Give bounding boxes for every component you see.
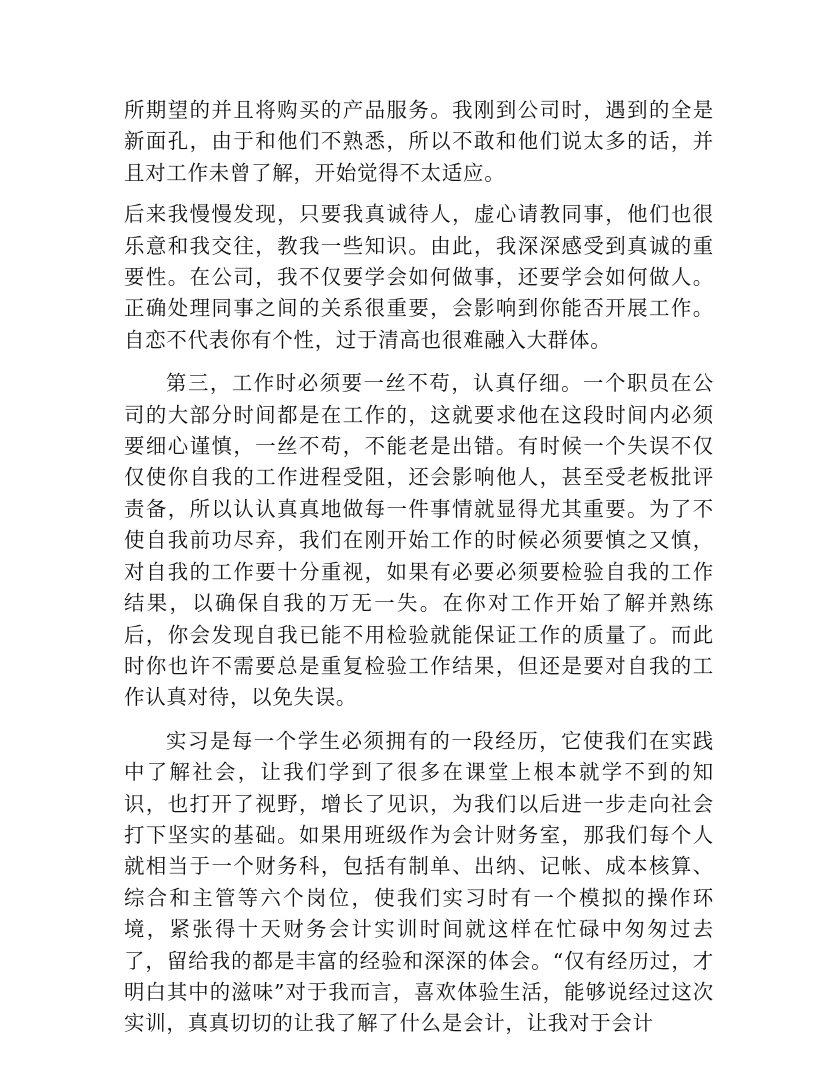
- paragraph-3: 第三，工作时必须要一丝不苟，认真仔细。一个职员在公司的大部分时间都是在工作的，这就要求他在这段时间内必须要细心谨慎，一丝不苟，不能老是出错。有时候一个失误不仅仅使你自我的工作进程受阻，还会影响他人，甚至受老板批评责备，所以认认真真地做每一件事情就显得尤其重要。为了不使自我前功尽弃，我们在刚开始工作的时候必须要慎之又慎，对自我的工作要十分重视，如果有必要必须要检验自我的工作结果，以确保自我的万无一失。在你对工作开始了解并熟练后，你会发现自我已能不用检验就能保证工作的质量了。而此时你也许不需要总是重复检验工作结果，但还是要对自我的工作认真对待，以免失误。: [124, 371, 714, 710]
- paragraph-4: 实习是每一个学生必须拥有的一段经历，它使我们在实践中了解社会，让我们学到了很多在课堂上根本就学不到的知识，也打开了视野，增长了见识，为我们以后进一步走向社会打下坚实的基础。如果用班级作为会计财务室，那我们每个人就相当于一个财务科，包括有制单、出纳、记帐、成本核算、综合和主管等六个岗位，使我们实习时有一个模拟的操作环境，紧张得十天财务会计实训时间就这样在忙碌中匆匆过去了，留给我的都是丰富的经验和深深的体会。“仅有经历过，才明白其中的滋味”对于我而言，喜欢体验生活，能够说经过这次实训，真真切切的让我了解了什么是会计，让我对于会计: [124, 728, 714, 1036]
- paragraph-1: 所期望的并且将购买的产品服务。我刚到公司时，遇到的全是新面孔，由于和他们不熟悉，所以不敢和他们说太多的话，并且对工作未曾了解，开始觉得不太适应。: [124, 98, 714, 185]
- document-body: [124, 95, 714, 1040]
- paragraph-2: 后来我慢慢发现，只要我真诚待人，虚心请教同事，他们也很乐意和我交往，教我一些知识。由此，我深深感受到真诚的重要性。在公司，我不仅要学会如何做事，还要学会如何做人。正确处理同事之间的关系很重要，会影响到你能否开展工作。自恋不代表你有个性，过于清高也很难融入大群体。: [124, 202, 714, 352]
